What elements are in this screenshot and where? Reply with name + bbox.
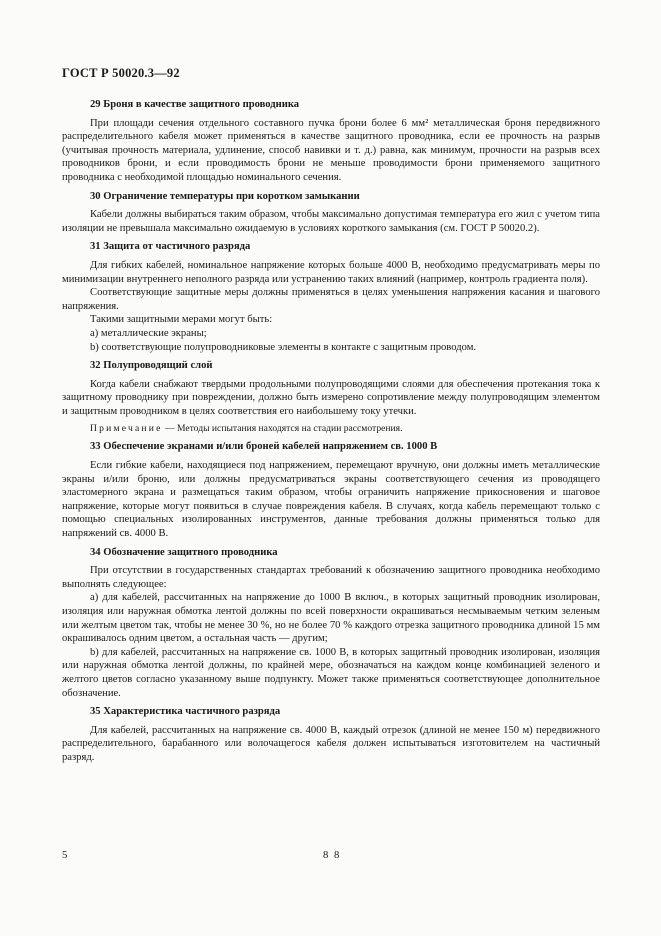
list-item: b) соответствующие полупроводниковые элементы в контакте с защитным проводом. bbox=[90, 341, 477, 353]
document-body bbox=[62, 98, 600, 765]
section-31 bbox=[62, 240, 600, 354]
section-29 bbox=[62, 98, 600, 185]
list-item: а) для кабелей, рассчитанных на напряжение до 1000 В включ., в которых защитный проводник изолирован, изоляция или наружная обмотка лентой должны по всей поверхности окрашиваться несмываемым четким зеленым или желтым цветом так, чтобы не менее 30 %, но не более 70 % каждого отрезка защитного проводника длиной 15 мм окрашивалось одним цветом, а остальная часть — другим; bbox=[62, 592, 600, 645]
paragraph: Когда кабели снабжают твердыми продольными полупроводящими слоями для обеспечения протекания тока к защитному проводнику при повреждении, должно быть измерено сопротивление между полупроводящим элементом и защитным проводником в целях соответствия его наибольшему току утечки. bbox=[62, 378, 600, 417]
section-30 bbox=[62, 190, 600, 236]
paragraph: При площади сечения отдельного составного пучка брони более 6 мм² металлическая броня передвижного распределительного кабеля может применяться в качестве защитного проводника, если ее прочность на разрыв (учитывая прочность материала, удлинение, способ навивки и т. д.) равна, как минимум, прочности на разрыв всех проводников брони, и если проводимость брони не меньше проводимости брони применяемого защитного проводника с необходимой площадью номинального сечения. bbox=[62, 117, 600, 183]
section-title: 30 Ограничение температуры при коротком замыкании bbox=[90, 190, 360, 202]
list-item: b) для кабелей, рассчитанных на напряжение св. 1000 В, в которых защитный проводник изолирован, изоляция или наружная обмотка лентой должны, по крайней мере, обозначаться на каждом конце комбинацией зеленого и желтого цветов согласно указанному выше подпункту. Может также применяться соответствующее дополнительное обозначение. bbox=[62, 646, 600, 699]
section-35 bbox=[62, 705, 600, 764]
paragraph: Для кабелей, рассчитанных на напряжение св. 4000 В, каждый отрезок (длиной не менее 150 м) передвижного распределительного, барабанного или волочащегося кабеля должен испытываться изготовителем на частичный разряд. bbox=[62, 724, 600, 763]
section-34 bbox=[62, 546, 600, 701]
section-title: 33 Обеспечение экранами и/или броней кабелей напряжением св. 1000 В bbox=[90, 441, 438, 453]
paragraph: Кабели должны выбираться таким образом, чтобы максимально допустимая температура его жил с учетом типа изоляции не превышала максимально ожидаемую в условиях короткого замыкания (см. ГОСТ Р 50020.2). bbox=[62, 209, 600, 234]
section-32 bbox=[62, 359, 600, 435]
note-label: Примечание bbox=[90, 423, 163, 435]
note bbox=[62, 423, 600, 435]
section-title: 31 Защита от частичного разряда bbox=[90, 241, 251, 253]
sheet-number: 8 8 bbox=[323, 850, 341, 861]
note-text: — Методы испытания находятся на стадии рассмотрения. bbox=[162, 423, 403, 435]
section-title: 35 Характеристика частичного разряда bbox=[90, 706, 281, 718]
page-number: 5 bbox=[62, 850, 68, 861]
section-title: 29 Броня в качестве защитного проводника bbox=[90, 99, 300, 110]
document-header: ГОСТ Р 50020.3—92 bbox=[62, 66, 180, 80]
section-title: 34 Обозначение защитного проводника bbox=[90, 546, 278, 558]
paragraph: Для гибких кабелей, номинальное напряжение которых больше 4000 В, необходимо предусматривать меры по минимизации внутреннего неполного разряда или устранению таких влияний (например, контроль градиента поля). bbox=[62, 259, 600, 285]
list-item: a) металлические экраны; bbox=[90, 327, 207, 339]
paragraph: При отсутствии в государственных стандартах требований к обозначению защитного проводника необходимо выполнять следующее: bbox=[62, 565, 600, 590]
paragraph: Такими защитными мерами могут быть: bbox=[90, 314, 273, 326]
paragraph: Соответствующие защитные меры должны применяться в целях уменьшения напряжения касания и шагового напряжения. bbox=[62, 287, 600, 312]
section-33 bbox=[62, 440, 600, 540]
paragraph: Если гибкие кабели, находящиеся под напряжением, перемещают вручную, они должны иметь металлические экраны и/или броню, или должны предусматриваться экраны соответствующего сечения из проводящего эластомерного экрана и размещаться таким образом, чтобы ограничить напряжение прикосновения и шаговое напряжение, которые могут появиться в случае повреждения кабеля. В случаях, когда кабель перемещают только с помощью специальных изолированных инструментов, данные требования должны применяться только для напряжений св. 4000 В. bbox=[62, 460, 600, 540]
section-title: 32 Полупроводящий слой bbox=[90, 360, 213, 372]
